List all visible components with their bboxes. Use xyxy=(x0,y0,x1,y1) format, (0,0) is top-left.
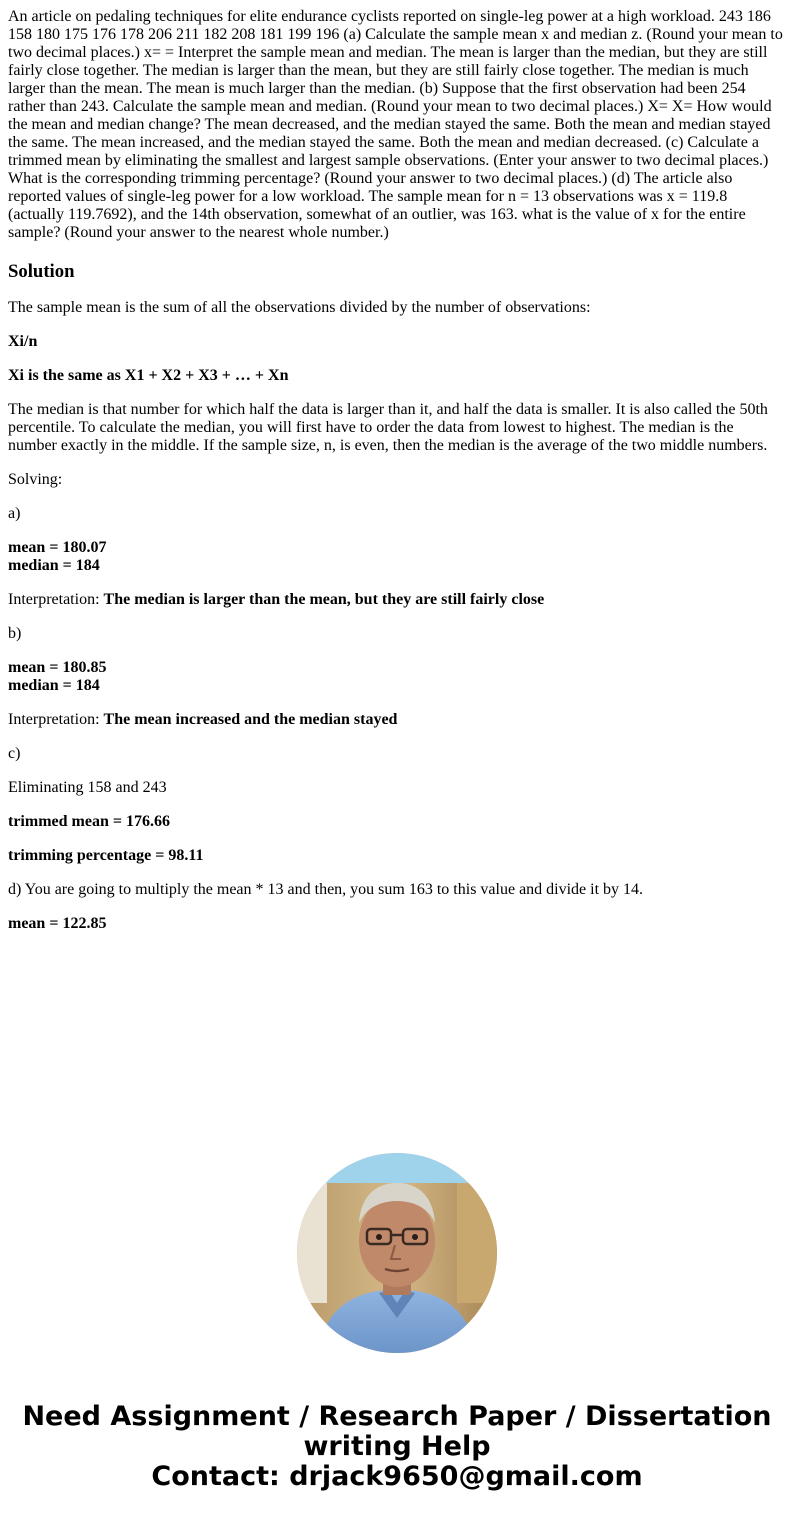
part-b-results xyxy=(8,659,786,695)
part-c-trimming-percentage-text: trimming percentage = 98.11 xyxy=(8,847,204,864)
part-d-text: d) You are going to multiply the mean * 13 and then, you sum 163 to this value and divide it by 14. xyxy=(8,881,644,898)
interpretation-prefix: Interpretation: xyxy=(8,591,104,608)
median-definition: The median is that number for which half the data is larger than it, and half the data is smaller. It is also called the 50th percentile. To calculate the median, you will first have to order the data from lowest to highest. The median is the number exactly in the middle. If the sample size, n, is even, then the median is the average of the two middle numbers. xyxy=(8,401,768,454)
part-c-trimmed-mean-text: trimmed mean = 176.66 xyxy=(8,813,170,830)
part-b-interpretation-text: The mean increased and the median stayed xyxy=(103,711,398,728)
banner-line-1: Need Assignment / Research Paper / Dissertation xyxy=(22,1401,772,1432)
part-a-mean: mean = 180.07 xyxy=(8,539,107,556)
part-b-median: median = 184 xyxy=(8,677,100,694)
part-c-label: c) xyxy=(8,745,21,762)
formula-sum-text: Xi/n xyxy=(8,333,38,350)
interpretation-prefix: Interpretation: xyxy=(8,711,104,728)
part-c-trimming-percentage xyxy=(8,847,786,865)
formula-expansion xyxy=(8,367,786,385)
part-b-interpretation xyxy=(8,711,786,729)
banner-line-2: writing Help xyxy=(303,1431,491,1462)
banner-contact: Contact: drjack9650@gmail.com xyxy=(151,1461,643,1492)
part-a-interpretation-text: The median is larger than the mean, but they are still fairly close xyxy=(103,591,545,608)
solution-heading: Solution xyxy=(8,261,75,282)
part-a-label: a) xyxy=(8,505,21,522)
contact-banner xyxy=(0,1402,794,1492)
question-text: An article on pedaling techniques for elite endurance cyclists reported on single-leg power at a high workload. 243 186 158 180 175 176 178 206 211 182 208 181 199 196 (a) Calculate the sample mean x and median z. (Round your mean to two decimal places.) x= = Interpret the sample mean and median. The mean is larger than the median, but they are still fairly close together. The median is larger than the mean, but they are still fairly close together. The median is much larger than the mean. The mean is much larger than the median. (b) Suppose that the first observation had been 254 rather than 243. Calculate the sample mean and median. (Round your mean to two decimal places.) X= X= How would the mean and median change? The mean decreased, and the median stayed the same. Both the mean and median stayed the same. The mean increased, and the median stayed the same. Both the mean and median decreased. (c) Calculate a trimmed mean by eliminating the smallest and largest sample observations. (Enter your answer to two decimal places.) What is the corresponding trimming percentage? (Round your answer to two decimal places.) (d) The article also reported values of single-leg power for a low workload. The sample mean for n = 13 observations was x = 119.8 (actually 119.7692), and the 14th observation, somewhat of an outlier, was 163. what is the value of x for the entire sample? (Round your answer to the nearest whole number.) xyxy=(8,8,783,241)
article-content xyxy=(8,8,786,949)
part-a-results xyxy=(8,539,786,575)
part-a-interpretation xyxy=(8,591,786,609)
part-c-trimmed-mean xyxy=(8,813,786,831)
part-a-median: median = 184 xyxy=(8,557,100,574)
part-c-eliminating: Eliminating 158 and 243 xyxy=(8,779,167,796)
formula-expansion-text: Xi is the same as X1 + X2 + X3 + … + Xn xyxy=(8,367,289,384)
formula-sum xyxy=(8,333,786,351)
mean-definition: The sample mean is the sum of all the observations divided by the number of observations: xyxy=(8,299,591,316)
solving-label: Solving: xyxy=(8,471,63,488)
author-photo xyxy=(297,1153,497,1353)
part-b-label: b) xyxy=(8,625,22,642)
part-d-mean xyxy=(8,915,786,933)
part-b-mean: mean = 180.85 xyxy=(8,659,107,676)
part-d-mean-text: mean = 122.85 xyxy=(8,915,107,932)
author-portrait-image xyxy=(297,1153,497,1353)
